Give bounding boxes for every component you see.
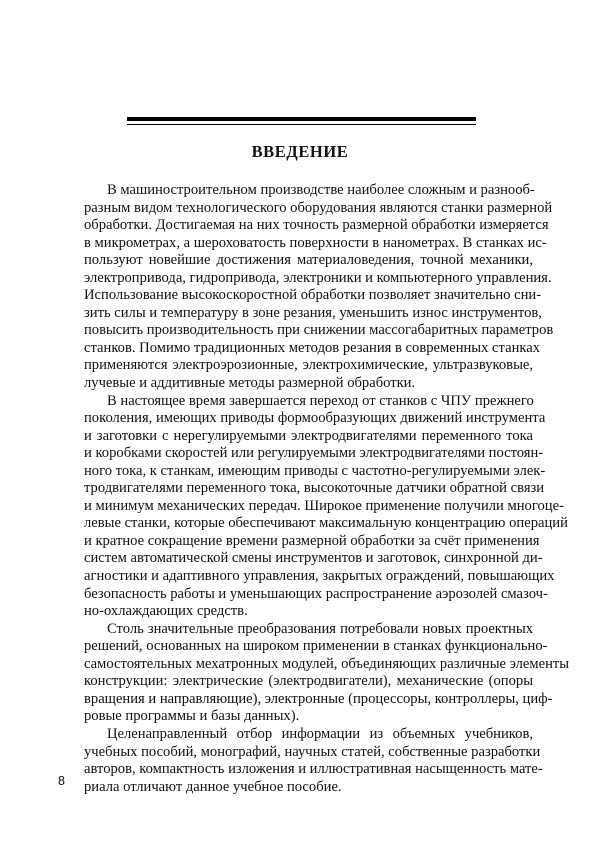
text-line: поколения, имеющих приводы формообразующих движений инструмента (84, 410, 546, 427)
text-line: лучевые и аддитивные методы размерной обработки. (84, 375, 416, 392)
text-line: зить силы и температуру в зоне резания, уменьшить износ инструментов, (84, 304, 542, 321)
text-line: самостоятельных мехатронных модулей, объединяющих различные элементы (84, 655, 570, 672)
text-line: тродвигателями переменного тока, высокоточные датчики обратной связи (84, 480, 545, 497)
text-line: систем автоматической смены инструментов и заготовок, синхронной ди- (84, 550, 543, 567)
page-number: 8 (58, 774, 65, 788)
text-line: конструкции: электрические (электродвигатели), механические (опоры (84, 673, 533, 690)
text-line: ного тока, к станкам, имеющим приводы с частотно-регулируемыми элек- (84, 462, 546, 479)
text-line: риала отличают данное учебное пособие. (84, 778, 342, 795)
text-line: Столь значительные преобразования потребовали новых проектных (107, 620, 533, 637)
header-rule-thin (127, 124, 476, 125)
text-line: вращения и направляющие), электронные (процессоры, контроллеры, циф- (84, 690, 553, 707)
text-line: разным видом технологического оборудования являются станки размерной (84, 199, 553, 216)
page-title: ВВЕДЕНИЕ (251, 142, 349, 161)
text-line: В настоящее время завершается переход от станков с ЧПУ прежнего (107, 392, 534, 409)
text-line: В машиностроительном производстве наиболее сложным и разнооб- (107, 182, 535, 198)
header-rule-thick (127, 117, 476, 121)
text-line: повысить производительность при снижении массогабаритных параметров (84, 322, 554, 339)
text-line: станков. Помимо традиционных методов резания в современных станках (84, 339, 541, 356)
text-line: электропривода, гидропривода, электроники и компьютерного управления. (84, 269, 552, 286)
text-line: левые станки, которые обеспечивают максимальную концентрацию операций (84, 515, 568, 532)
text-line: обработки. Достигаемая на них точность размерной обработки измеряется (84, 217, 549, 234)
text-line: и минимум механических передач. Широкое применение получили многоце- (84, 497, 564, 514)
text-line: безопасность работы и уменьшающих распространение аэрозолей смазоч- (84, 585, 548, 602)
text-line: агностики и адаптивного управления, закрытых ограждений, повышающих (84, 568, 555, 585)
text-line: Целенаправленный отбор информации из объемных учебников, (107, 725, 533, 742)
text-line: ровые программы и базы данных). (84, 708, 300, 725)
text-line: в микрометрах, а шероховатость поверхности в нанометрах. В станках ис- (84, 234, 547, 251)
text-line: применяются электроэрозионные, электрохимические, ультразвуковые, (84, 357, 533, 374)
text-line: и коробками скоростей или регулируемыми электродвигателями постоян- (84, 445, 544, 462)
text-line: учебных пособий, монографий, научных статей, собственные разработки (84, 743, 541, 760)
text-line: решений, основанных на широком применении в станках функционально- (84, 638, 548, 655)
text-line: и кратное сокращение времени размерной обработки за счёт применения (84, 532, 540, 549)
text-line: и заготовки с нерегулируемыми электродвигателями переменного тока (84, 427, 533, 444)
paragraph-1 (84, 182, 554, 393)
paragraph-4 (84, 725, 543, 796)
text-line: авторов, компактность изложения и иллюстративная насыщенность мате- (84, 761, 543, 778)
text-line: пользуют новейшие достижения материаловедения, точной механики, (84, 252, 533, 269)
paragraph-3 (84, 620, 570, 726)
text-line: Использование высокоскоростной обработки позволяет значительно сни- (84, 287, 542, 304)
paragraph-2 (84, 392, 568, 621)
text-line: но-охлаждающих средств. (84, 603, 248, 620)
body-text (84, 182, 570, 796)
